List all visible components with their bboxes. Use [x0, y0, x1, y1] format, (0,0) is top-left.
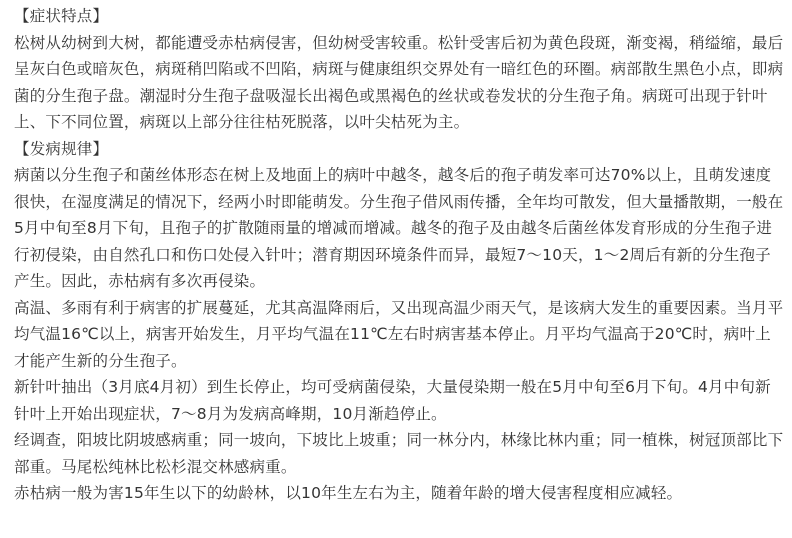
- pattern-paragraph-overwintering: 病菌以分生孢子和菌丝体形态在树上及地面上的病叶中越冬，越冬后的孢子萌发率可达70%以上，且萌发速度很快，在湿度满足的情况下，经两小时即能萌发。分生孢子借风雨传播，全年均可散发，但大量播散期，一般在5月中旬至8月下旬，且孢子的扩散随雨量的增减而增减。越冬的孢子及由越冬后菌丝体发育形成的分生孢子进行初侵染，由自然孔口和伤口处侵入针叶；潜育期因环境条件而异，最短7～10天，1～2周后有新的分生孢子产生。因此，赤枯病有多次再侵染。: [14, 166, 784, 290]
- symptoms-paragraph: 松树从幼树到大树，都能遭受赤枯病侵害，但幼树受害较重。松针受害后初为黄色段斑，渐变褐，稍缢缩，最后呈灰白色或暗灰色，病斑稍凹陷或不凹陷，病斑与健康组织交界处有一暗红色的环圈。病部散生黑色小点，即病菌的分生孢子盘。潮湿时分生孢子盘吸湿长出褐色或黑褐色的丝状或卷发状的分生孢子角。病斑可出现于针叶上、下不同位置，病斑以上部分往往枯死脱落，以叶尖枯死为主。: [14, 33, 784, 131]
- section-heading-symptoms: 【症状特点】: [14, 7, 109, 25]
- pattern-paragraph-age: 赤枯病一般为害15年生以下的幼龄林，以10年生左右为主，随着年龄的增大侵害程度相应减轻。: [14, 484, 683, 502]
- pattern-paragraph-temperature: 高温、多雨有利于病害的扩展蔓延，尤其高温降雨后，又出现高温少雨天气，是该病大发生的重要因素。当月平均气温16℃以上，病害开始发生，月平均气温在11℃左右时病害基本停止。月平均气温高于20℃时，病叶上才能产生新的分生孢子。: [14, 298, 784, 370]
- section-heading-disease-pattern: 【发病规律】: [14, 139, 109, 158]
- pattern-paragraph-survey: 经调查，阳坡比阴坡感病重；同一坡向，下坡比上坡重；同一林分内，林缘比林内重；同一植株，树冠顶部比下部重。马尾松纯林比松杉混交林感病重。: [14, 431, 784, 476]
- pattern-paragraph-infection-period: 新针叶抽出（3月底4月初）到生长停止，均可受病菌侵染，大量侵染期一般在5月中旬至6月下旬。4月中旬新针叶上开始出现症状，7～8月为发病高峰期，10月渐趋停止。: [14, 378, 771, 423]
